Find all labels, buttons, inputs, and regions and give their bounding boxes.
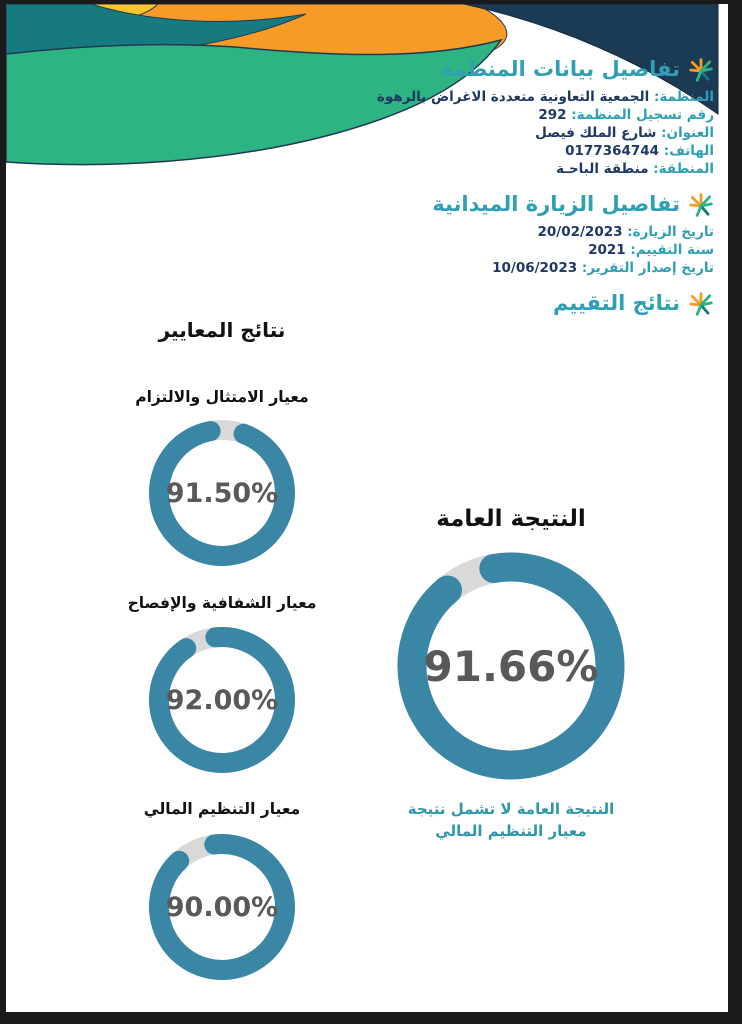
field-label: المنظمة:: [653, 89, 714, 105]
field-value: منطقة الباحـة: [556, 161, 649, 177]
report-page: [6, 4, 728, 1012]
starburst-icon: [688, 57, 714, 83]
section-header-field-visit: [274, 191, 714, 218]
field-phone: [274, 142, 714, 160]
criteria-results-title: نتائج المعايير: [158, 318, 286, 342]
field-evaluation-year: [274, 241, 714, 259]
donut-chart-compliance: [148, 419, 296, 567]
overall-result-title: النتيجة العامة: [436, 506, 586, 532]
donut-chart-transparency: [148, 626, 296, 774]
field-label: العنوان:: [661, 125, 714, 141]
criterion-label-compliance: معيار الامتثال والالتزام: [135, 388, 309, 406]
donut-value-label: 90.00%: [165, 891, 279, 923]
donut-chart-overall: [395, 550, 627, 782]
field-value: 292: [538, 107, 567, 123]
field-address: [274, 124, 714, 142]
note-line-1: النتيجة العامة لا تشمل نتيجة: [407, 800, 615, 818]
field-label: الهاتف:: [663, 143, 714, 159]
note-line-2: معيار التنظيم المالي: [435, 822, 587, 840]
info-panel: [274, 56, 714, 322]
section-title-field-visit: تفاصيل الزيارة الميدانية: [432, 192, 680, 216]
donut-value-label: 91.50%: [165, 477, 279, 509]
starburst-icon: [688, 291, 714, 317]
field-registration-number: [274, 106, 714, 124]
criterion-label-transparency: معيار الشفافية والإفصاح: [127, 594, 317, 612]
field-value: 2021: [588, 242, 626, 258]
field-value: الجمعية التعاونية متعددة الاغراض بالرهوة: [376, 89, 650, 105]
starburst-icon: [688, 192, 714, 218]
field-label: تاريخ إصدار التقرير:: [581, 260, 714, 276]
section-title-organization: تفاصيل بيانات المنظمة: [440, 57, 680, 81]
donut-chart-financial: [148, 833, 296, 981]
field-label: رقم تسجيل المنظمة:: [571, 107, 714, 123]
field-region: [274, 160, 714, 178]
field-label: سنة التقييم:: [630, 242, 714, 258]
field-value: شارع الملك فيصل: [535, 125, 657, 141]
field-label: المنطقة:: [653, 161, 714, 177]
donut-value-label: 92.00%: [165, 684, 279, 716]
field-value: 20/02/2023: [537, 224, 623, 240]
field-visit-date: [274, 223, 714, 241]
field-organization-name: [274, 88, 714, 106]
field-value: 0177364744: [565, 143, 660, 159]
field-report-issue-date: [274, 259, 714, 277]
overall-result-note: [361, 798, 661, 842]
criterion-label-financial: معيار التنظيم المالي: [143, 800, 301, 818]
section-header-organization: [274, 56, 714, 83]
field-label: تاريخ الزيارة:: [627, 224, 714, 240]
visit-fields: [274, 223, 714, 277]
donut-value-label: 91.66%: [423, 641, 599, 691]
section-title-results: نتائج التقييم: [552, 291, 680, 315]
organization-fields: [274, 88, 714, 178]
section-header-results: [274, 290, 714, 317]
field-value: 10/06/2023: [492, 260, 578, 276]
